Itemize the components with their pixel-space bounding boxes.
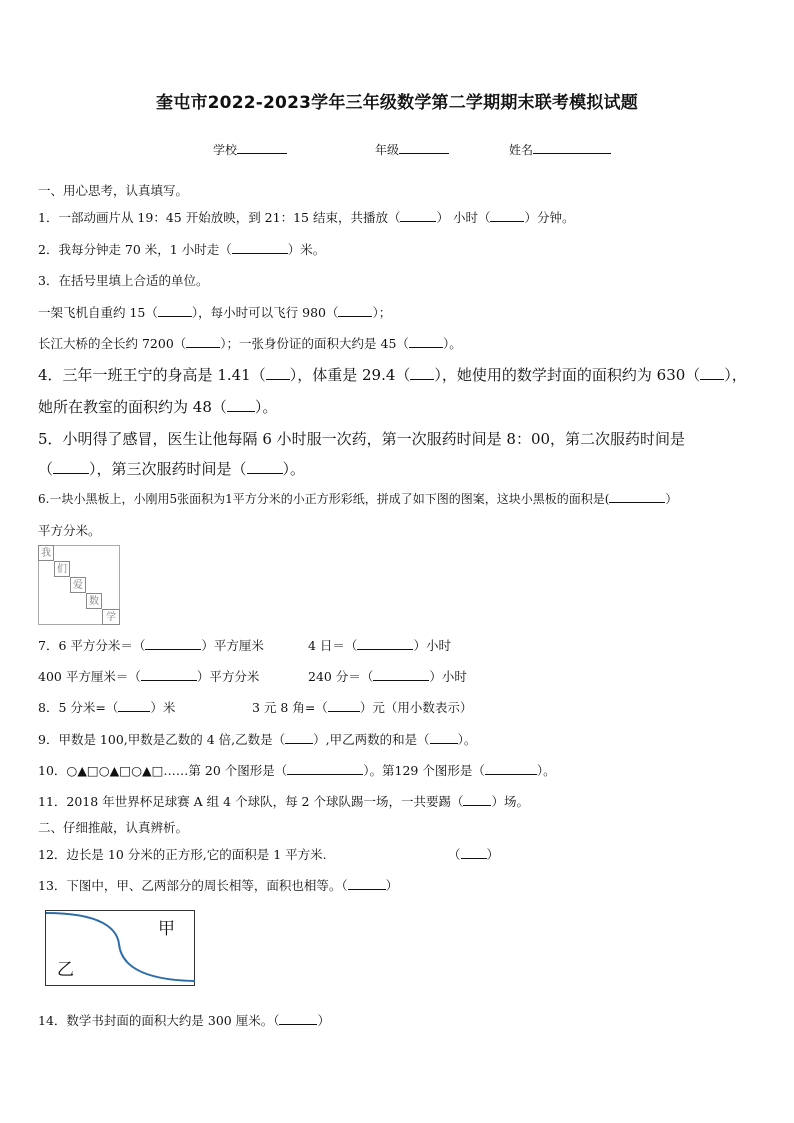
answer-blank[interactable]	[227, 411, 255, 412]
answer-blank[interactable]	[285, 743, 313, 744]
jia-yi-figure	[45, 910, 196, 986]
school-label: 学校	[213, 143, 238, 157]
section-2-heading: 二、仔细推敲，认真辨析。	[38, 820, 189, 835]
answer-blank[interactable]	[348, 889, 386, 890]
school-field	[213, 141, 287, 158]
answer-blank[interactable]	[141, 680, 197, 681]
answer-blank[interactable]	[338, 316, 372, 317]
answer-blank[interactable]	[328, 711, 360, 712]
answer-blank[interactable]	[485, 774, 537, 775]
label-jia: 甲	[158, 919, 175, 939]
question-7-line-2b: 240 分＝（ ）小时	[308, 669, 467, 684]
answer-blank[interactable]	[700, 379, 724, 380]
answer-blank[interactable]	[609, 502, 665, 503]
name-label: 姓名	[509, 143, 534, 157]
grid-cell: 们	[54, 561, 70, 577]
question-7-line-1: 7．6 平方分米＝（ ）平方厘米	[38, 638, 264, 653]
question-6-line-1: 6.一块小黑板上，小刚用5张面积为1平方分米的小正方形彩纸，拼成了如下图的图案，这块小黑板的面积是( ）	[38, 492, 678, 506]
answer-blank[interactable]	[186, 347, 220, 348]
answer-blank[interactable]	[279, 1024, 317, 1025]
question-5-line-2: （ ），第三次服药时间是（ ）。	[38, 460, 306, 478]
answer-blank[interactable]	[53, 473, 89, 474]
page-title: 奎屯市2022-2023学年三年级数学第二学期期末联考模拟试题	[156, 93, 638, 113]
name-field	[509, 141, 611, 158]
answer-blank[interactable]	[158, 316, 192, 317]
grid-cell: 数	[86, 593, 102, 609]
grade-field	[375, 141, 449, 158]
answer-blank[interactable]	[463, 805, 491, 806]
grid-cell: 学	[102, 609, 120, 625]
answer-blank[interactable]	[232, 253, 288, 254]
question-5-line-1: 5．小明得了感冒，医生让他每隔 6 小时服一次药，第一次服药时间是 8：00，第二次服药时间是	[38, 430, 686, 448]
question-8: 8．5 分米=（ ）米	[38, 700, 176, 715]
answer-blank[interactable]	[400, 221, 436, 222]
school-blank[interactable]	[237, 153, 287, 154]
question-8b: 3 元 8 角=（ ）元（用小数表示）	[252, 700, 473, 715]
question-7-line-1b: 4 日＝（ ）小时	[308, 638, 451, 653]
question-9: 9．甲数是 100,甲数是乙数的 4 倍,乙数是（ ）,甲乙两数的和是（ ）。	[38, 732, 477, 747]
staircase-figure	[38, 545, 120, 625]
answer-blank[interactable]	[118, 711, 150, 712]
answer-blank[interactable]	[490, 221, 524, 222]
label-yi: 乙	[57, 960, 74, 980]
answer-blank[interactable]	[373, 680, 429, 681]
name-blank[interactable]	[533, 153, 611, 154]
question-1: 1．一部动画片从 19：45 开始放映，到 21：15 结束，共播放（ ） 小时（ ）分钟。	[38, 210, 575, 225]
question-12: 12．边长是 10 分米的正方形,它的面积是 1 平方米.	[38, 847, 327, 862]
question-11: 11．2018 年世界杯足球赛 A 组 4 个球队，每 2 个球队踢一场，一共要踢（ ）场。	[38, 794, 529, 809]
question-14: 14．数学书封面的面积大约是 300 厘米。（ ）	[38, 1013, 330, 1028]
answer-blank[interactable]	[357, 649, 413, 650]
question-12-answer: （ ）	[448, 847, 500, 862]
question-3-line-2: 长江大桥的全长约 7200（ ）；一张身份证的面积大约是 45（ ）。	[38, 336, 462, 351]
answer-blank[interactable]	[247, 473, 283, 474]
answer-blank[interactable]	[409, 347, 443, 348]
answer-blank[interactable]	[266, 379, 290, 380]
grid-cell: 我	[38, 545, 54, 561]
question-4-line-2: 她所在教室的面积约为 48（ ）。	[38, 398, 278, 416]
question-10: 10．○▲□○▲□○▲□……第 20 个图形是（ ）。第129 个图形是（ ）。	[38, 763, 556, 778]
section-1-heading: 一、用心思考，认真填写。	[38, 183, 189, 198]
question-3: 3．在括号里填上合适的单位。	[38, 273, 209, 288]
question-13: 13．下图中，甲、乙两部分的周长相等，面积也相等。（ ）	[38, 878, 399, 893]
question-6-line-2: 平方分米。	[38, 523, 101, 538]
answer-blank[interactable]	[430, 743, 458, 744]
answer-blank[interactable]	[410, 379, 434, 380]
answer-blank[interactable]	[145, 649, 201, 650]
answer-blank[interactable]	[461, 858, 487, 859]
question-7-line-2: 400 平方厘米＝（ ）平方分米	[38, 669, 260, 684]
answer-blank[interactable]	[287, 774, 363, 775]
grid-cell: 爱	[70, 577, 86, 593]
question-4-line-1: 4．三年一班王宁的身高是 1.41（ ），体重是 29.4（ ），她使用的数学封面的面积约为 630（ ），	[38, 366, 747, 384]
question-3-line-1: 一架飞机自重约 15（ ），每小时可以飞行 980（ ）；	[38, 305, 392, 320]
grade-label: 年级	[375, 143, 400, 157]
grade-blank[interactable]	[399, 153, 449, 154]
question-2: 2．我每分钟走 70 米，1 小时走（ ）米。	[38, 242, 326, 257]
